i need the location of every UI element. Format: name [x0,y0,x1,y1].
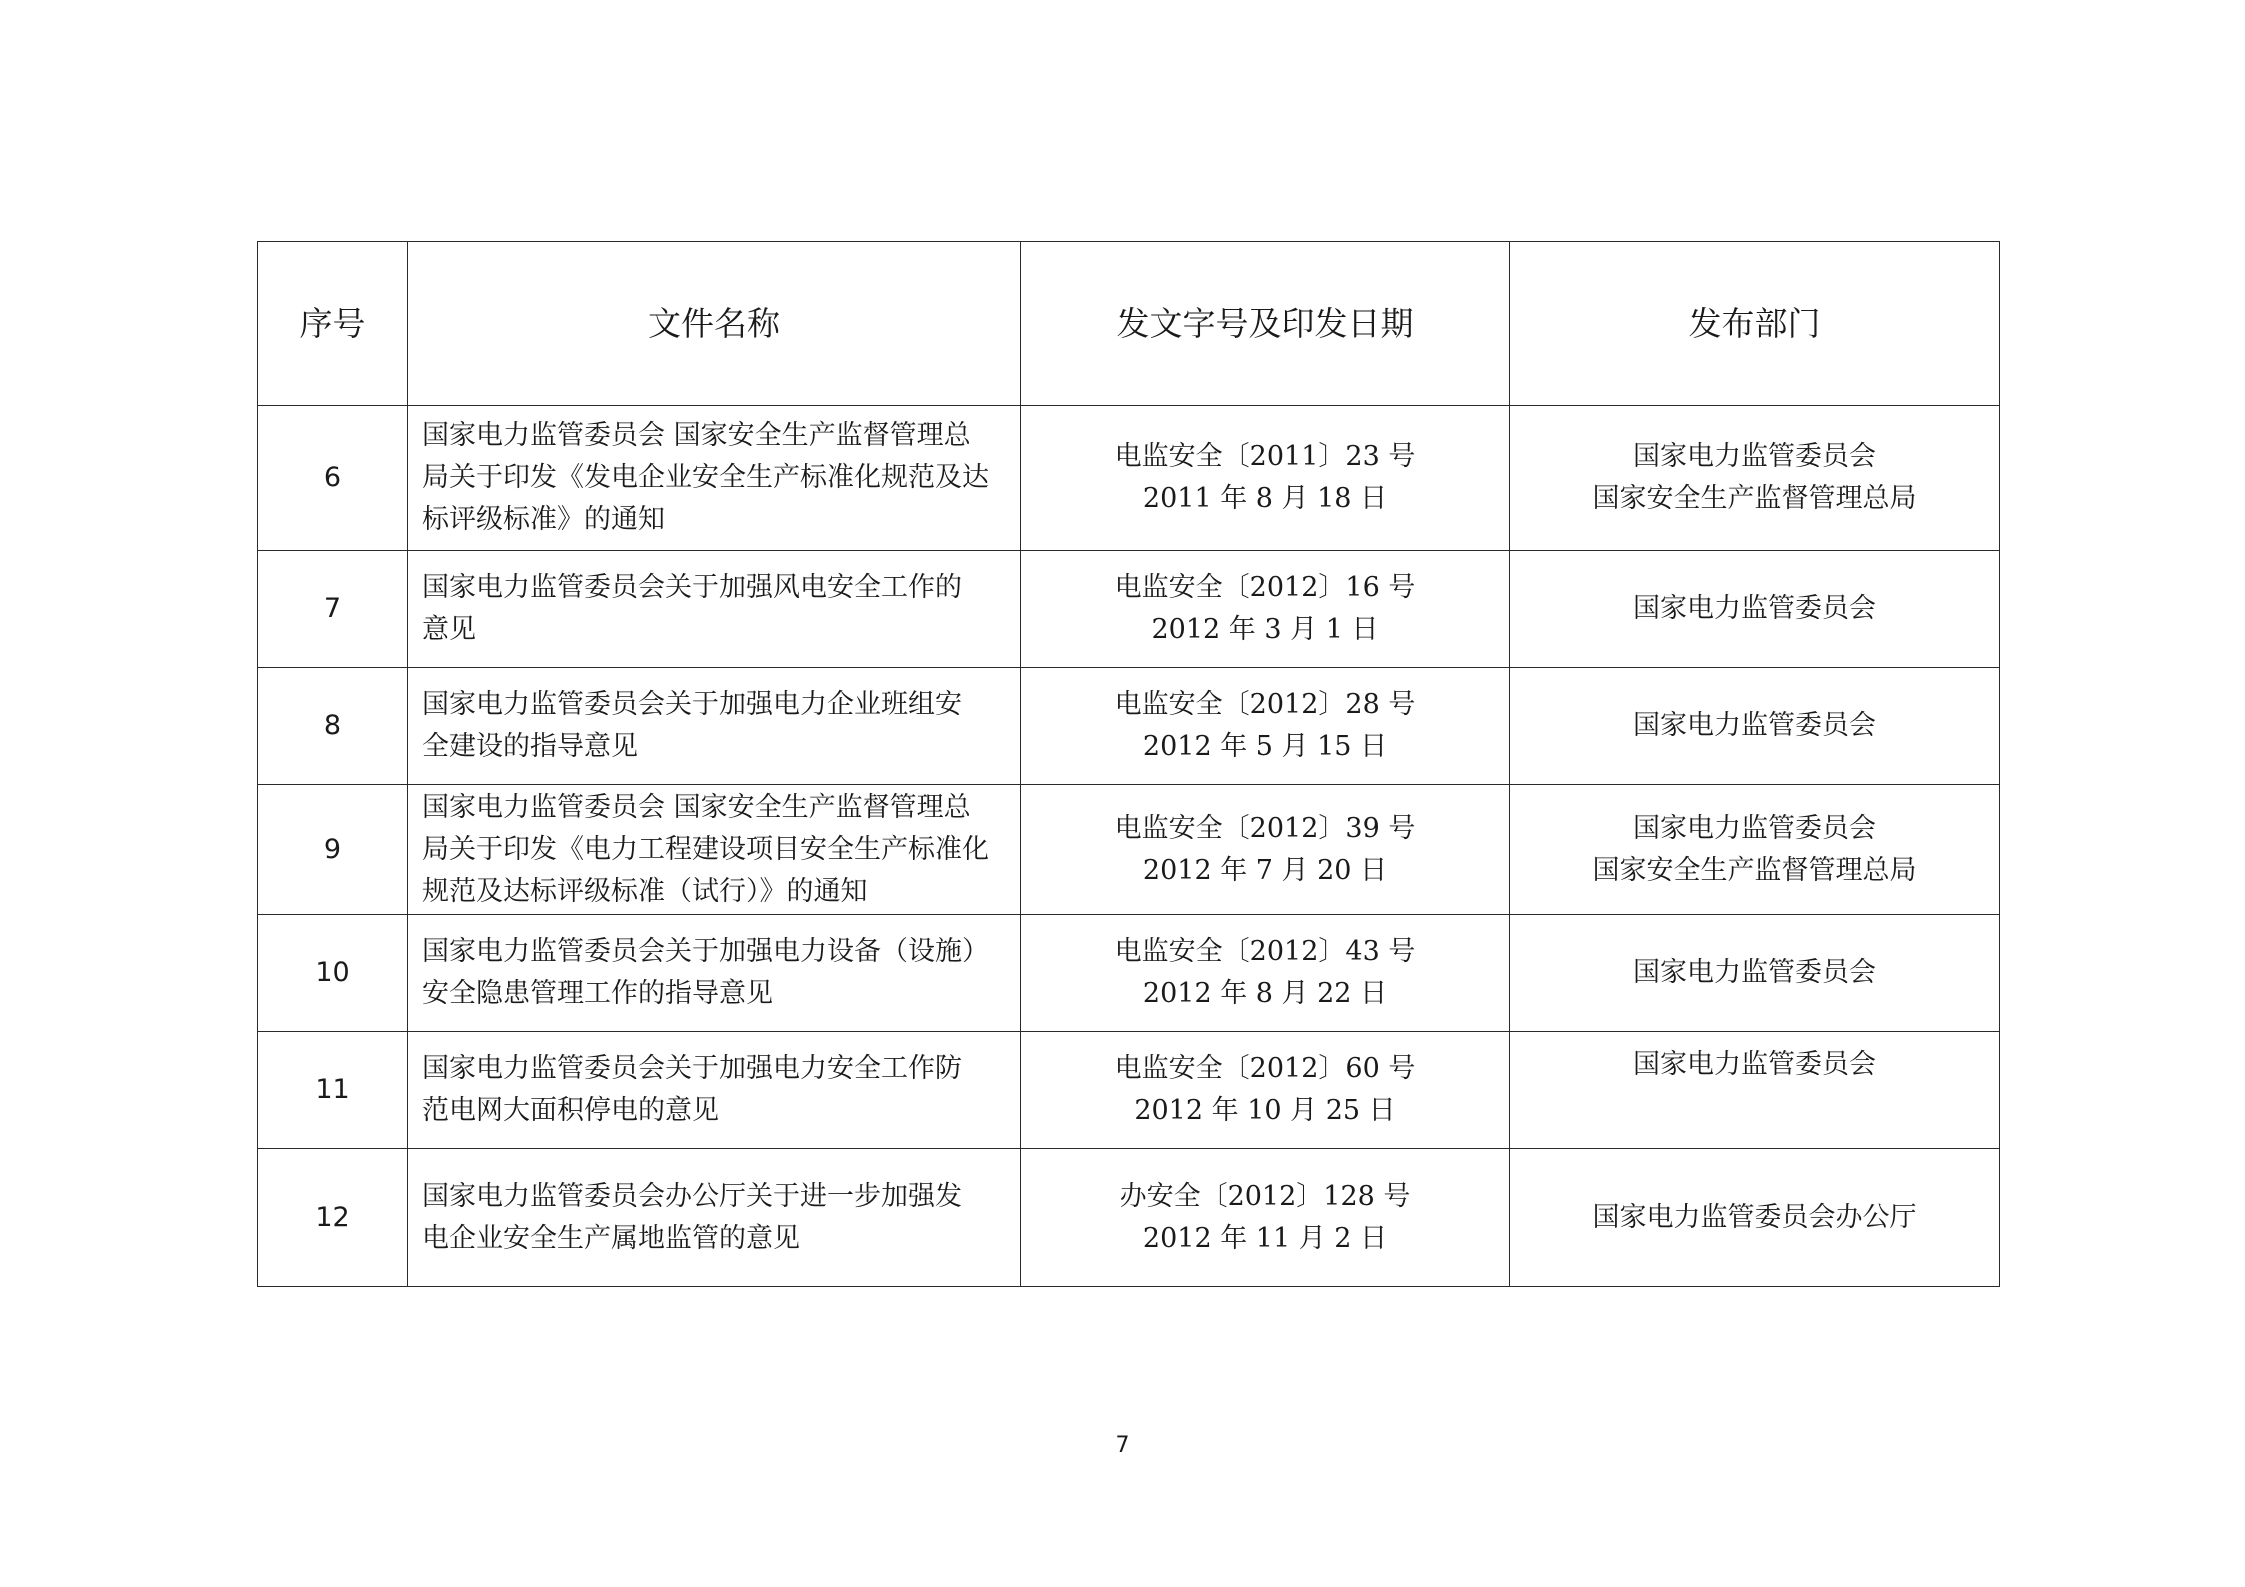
file-name-line: 安全隐患管理工作的指导意见 [422,978,773,1009]
doc-number: 电监安全〔2012〕39 号 [1114,812,1416,844]
regulation-table [257,241,2000,1287]
page-number: 7 [1115,1433,1130,1458]
row-department [1510,1149,2000,1287]
doc-number: 办安全〔2012〕128 号 [1119,1180,1411,1212]
row-doc-ref [1021,785,1510,915]
row-seq: 10 [258,915,408,1032]
file-name-line: 规范及达标评级标准（试行）》的通知 [422,875,868,907]
table-row [258,1149,2000,1287]
department-line: 国家电力监管委员会办公厅 [1592,1201,1917,1233]
issue-date: 2012 年 5 月 15 日 [1142,731,1388,762]
row-department [1510,1032,2000,1149]
row-seq: 12 [258,1149,408,1287]
department-line: 国家电力监管委员会 [1633,1049,1876,1080]
table-row [258,406,2000,551]
table-header-row [258,242,2000,406]
table-row [258,668,2000,785]
row-department [1510,668,2000,785]
row-seq: 8 [258,668,408,785]
file-name-line: 国家电力监管委员会关于加强电力设备（设施） [422,936,989,967]
header-department: 发布部门 [1510,242,2000,406]
row-file-name [408,1149,1021,1287]
row-doc-ref [1021,915,1510,1032]
file-name-line: 国家电力监管委员会关于加强电力企业班组安 [422,689,962,720]
header-seq: 序号 [258,242,408,406]
row-doc-ref [1021,668,1510,785]
file-name-line: 电企业安全生产属地监管的意见 [422,1222,800,1254]
file-name-line: 意见 [422,614,476,645]
row-file-name [408,406,1021,551]
issue-date: 2012 年 8 月 22 日 [1142,978,1388,1009]
doc-number: 电监安全〔2012〕16 号 [1114,572,1416,603]
file-name-line: 全建设的指导意见 [422,731,638,762]
row-doc-ref [1021,551,1510,668]
row-seq: 9 [258,785,408,915]
department-line: 国家电力监管委员会 [1633,957,1876,988]
doc-number: 电监安全〔2012〕43 号 [1114,936,1416,967]
issue-date: 2012 年 7 月 20 日 [1142,854,1388,886]
row-seq: 11 [258,1032,408,1149]
department-line: 国家安全生产监督管理总局 [1592,854,1917,886]
header-file-name: 文件名称 [408,242,1021,406]
row-doc-ref [1021,406,1510,551]
issue-date: 2012 年 10 月 25 日 [1134,1095,1396,1126]
row-department [1510,785,2000,915]
file-name-line: 标评级标准》的通知 [422,504,665,535]
file-name-line: 局关于印发《发电企业安全生产标准化规范及达 [422,462,989,493]
row-department [1510,551,2000,668]
row-department [1510,406,2000,551]
doc-number: 电监安全〔2012〕60 号 [1114,1053,1416,1084]
file-name-line: 国家电力监管委员会 国家安全生产监督管理总 [422,791,971,823]
row-file-name [408,551,1021,668]
row-doc-ref [1021,1149,1510,1287]
header-doc-ref-date: 发文字号及印发日期 [1021,242,1510,406]
row-file-name [408,915,1021,1032]
department-line: 国家安全生产监督管理总局 [1592,483,1917,514]
issue-date: 2012 年 11 月 2 日 [1142,1222,1388,1254]
table-row [258,785,2000,915]
file-name-line: 国家电力监管委员会关于加强电力安全工作防 [422,1053,962,1084]
file-name-line: 国家电力监管委员会办公厅关于进一步加强发 [422,1180,962,1212]
row-seq: 6 [258,406,408,551]
file-name-line: 范电网大面积停电的意见 [422,1095,719,1126]
row-seq: 7 [258,551,408,668]
department-line: 国家电力监管委员会 [1633,812,1876,844]
file-name-line: 国家电力监管委员会关于加强风电安全工作的 [422,572,962,603]
department-line: 国家电力监管委员会 [1633,593,1876,624]
file-name-line: 国家电力监管委员会 国家安全生产监督管理总 [422,420,971,451]
row-file-name [408,1032,1021,1149]
department-line: 国家电力监管委员会 [1633,710,1876,741]
row-doc-ref [1021,1032,1510,1149]
file-name-line: 局关于印发《电力工程建设项目安全生产标准化 [422,833,989,865]
row-department [1510,915,2000,1032]
issue-date: 2011 年 8 月 18 日 [1142,483,1388,514]
row-file-name [408,785,1021,915]
doc-number: 电监安全〔2012〕28 号 [1114,689,1416,720]
doc-number: 电监安全〔2011〕23 号 [1114,441,1416,472]
table-row [258,1032,2000,1149]
table-row [258,551,2000,668]
issue-date: 2012 年 3 月 1 日 [1151,614,1379,645]
department-line: 国家电力监管委员会 [1633,441,1876,472]
row-file-name [408,668,1021,785]
table-row [258,915,2000,1032]
